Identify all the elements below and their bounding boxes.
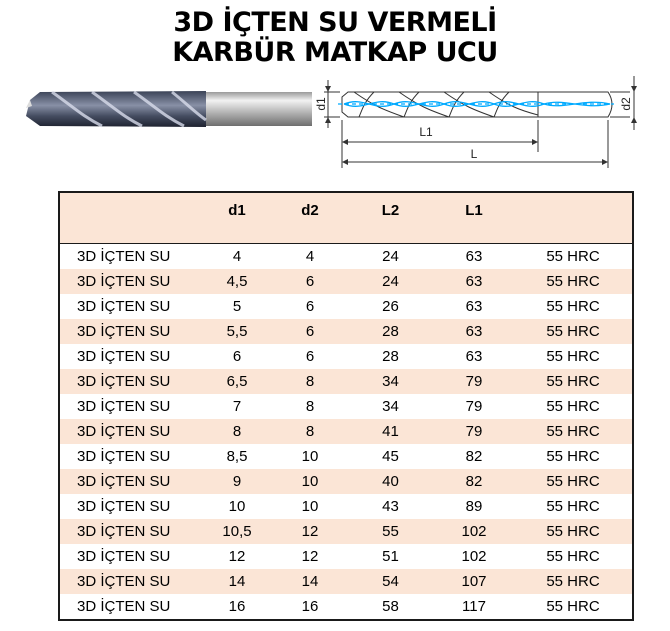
- cell-name: 3D İÇTEN SU: [59, 569, 201, 594]
- table-row: [59, 319, 633, 344]
- cell-hardness: 55 HRC: [546, 447, 600, 465]
- cell-name: 3D İÇTEN SU: [77, 497, 171, 515]
- cell-d1: 16: [228, 597, 246, 615]
- cell-d1: 8,5: [226, 447, 248, 465]
- drill-product-image: [22, 86, 322, 132]
- cell-L1: 117: [462, 597, 486, 615]
- cell-d2: 6: [273, 269, 347, 294]
- header-name: [59, 192, 201, 243]
- table-row: [59, 519, 633, 544]
- cell-L1: 63: [465, 297, 483, 315]
- cell-L1: 63: [434, 319, 514, 344]
- label-L1: L1: [419, 125, 433, 139]
- cell-d1: 6: [232, 347, 242, 365]
- cell-d1: 4,5: [201, 269, 273, 294]
- cell-hardness: 55 HRC: [514, 319, 633, 344]
- cell-d1: 12: [228, 547, 246, 565]
- cell-d2: 4: [305, 247, 315, 265]
- cell-d2: 8: [273, 419, 347, 444]
- cell-d1: 14: [201, 569, 273, 594]
- cell-d2: 10: [273, 469, 347, 494]
- cell-name: 3D İÇTEN SU: [59, 519, 201, 544]
- cell-L2: 26: [382, 297, 399, 315]
- cell-name: 3D İÇTEN SU: [77, 547, 171, 565]
- cell-L2: 34: [347, 369, 434, 394]
- cell-d2: 12: [273, 519, 347, 544]
- drill-technical-drawing: [314, 70, 644, 170]
- cell-L2: 34: [382, 397, 399, 415]
- cell-name: 3D İÇTEN SU: [59, 469, 201, 494]
- table-row: [59, 569, 633, 594]
- cell-L2: 54: [347, 569, 434, 594]
- table-row: [59, 243, 633, 269]
- table-row: [59, 269, 633, 294]
- cell-d2: 6: [305, 297, 315, 315]
- cell-d2: 12: [301, 547, 319, 565]
- cell-hardness: 55 HRC: [514, 419, 633, 444]
- label-d2: d2: [619, 97, 633, 111]
- label-d1: d1: [314, 97, 328, 111]
- drill-spec-table: [58, 191, 634, 621]
- cell-d2: 14: [273, 569, 347, 594]
- cell-name: 3D İÇTEN SU: [59, 369, 201, 394]
- cell-name: 3D İÇTEN SU: [77, 247, 171, 265]
- cell-name: 3D İÇTEN SU: [59, 269, 201, 294]
- cell-L1: 79: [434, 419, 514, 444]
- cell-hardness: 55 HRC: [514, 269, 633, 294]
- cell-L1: 82: [434, 469, 514, 494]
- cell-L2: 43: [382, 497, 399, 515]
- table-row: [59, 544, 633, 569]
- cell-L1: 79: [434, 369, 514, 394]
- label-L: L: [470, 147, 478, 161]
- cell-L2: 28: [347, 319, 434, 344]
- cell-d1: 6,5: [201, 369, 273, 394]
- cell-L1: 102: [434, 519, 514, 544]
- cell-d1: 5: [232, 297, 242, 315]
- cell-hardness: 55 HRC: [514, 569, 633, 594]
- header-d2: d2: [273, 192, 347, 243]
- cell-L2: 58: [382, 597, 399, 615]
- cell-hardness: 55 HRC: [546, 497, 600, 515]
- cell-hardness: 55 HRC: [546, 397, 600, 415]
- cell-hardness: 55 HRC: [546, 247, 600, 265]
- cell-d2: 10: [301, 447, 319, 465]
- cell-hardness: 55 HRC: [546, 597, 600, 615]
- cell-hardness: 55 HRC: [514, 469, 633, 494]
- cell-d1: 5,5: [201, 319, 273, 344]
- cell-L1: 63: [434, 269, 514, 294]
- cell-d2: 10: [301, 497, 319, 515]
- cell-L1: 63: [465, 247, 483, 265]
- table-row: [59, 419, 633, 444]
- cell-hardness: 55 HRC: [514, 369, 633, 394]
- page-title-line-1: 3D İÇTEN SU VERMELİ: [173, 7, 497, 38]
- cell-L1: 102: [461, 547, 487, 565]
- cell-hardness: 55 HRC: [546, 297, 600, 315]
- cell-d1: 10: [228, 497, 246, 515]
- cell-L2: 55: [347, 519, 434, 544]
- table-row: [59, 444, 633, 469]
- page-title-line-2: KARBÜR MATKAP UCU: [172, 37, 498, 68]
- cell-hardness: 55 HRC: [514, 519, 633, 544]
- cell-L1: 82: [465, 447, 483, 465]
- table-row: [59, 369, 633, 394]
- table-row: [59, 394, 633, 419]
- table-body: [59, 243, 633, 620]
- cell-d2: 16: [301, 597, 319, 615]
- header-L2: L2: [347, 192, 434, 243]
- cell-L1: 107: [434, 569, 514, 594]
- table-row: [59, 469, 633, 494]
- cell-L1: 63: [465, 347, 483, 365]
- cell-d1: 8: [201, 419, 273, 444]
- cell-name: 3D İÇTEN SU: [77, 597, 171, 615]
- cell-hardness: 55 HRC: [546, 547, 600, 565]
- cell-d1: 4: [232, 247, 242, 265]
- cell-hardness: 55 HRC: [546, 347, 600, 365]
- cell-d1: 10,5: [201, 519, 273, 544]
- cell-d2: 8: [305, 397, 315, 415]
- cell-L2: 51: [382, 547, 399, 565]
- cell-L2: 28: [382, 347, 399, 365]
- cell-L1: 79: [465, 397, 483, 415]
- table-row: [59, 594, 633, 620]
- cell-name: 3D İÇTEN SU: [77, 347, 171, 365]
- table-header-row: [59, 192, 633, 243]
- header-L1: L1: [434, 192, 514, 243]
- cell-d1: 7: [232, 397, 242, 415]
- header-hardness: [514, 192, 633, 243]
- cell-name: 3D İÇTEN SU: [77, 447, 171, 465]
- cell-L2: 40: [347, 469, 434, 494]
- table-row: [59, 344, 633, 369]
- header-d1: d1: [201, 192, 273, 243]
- cell-L2: 41: [347, 419, 434, 444]
- table-row: [59, 294, 633, 319]
- cell-name: 3D İÇTEN SU: [59, 319, 201, 344]
- cell-d2: 6: [273, 319, 347, 344]
- cell-name: 3D İÇTEN SU: [77, 397, 171, 415]
- cell-L2: 24: [347, 269, 434, 294]
- cell-d2: 6: [305, 347, 315, 365]
- cell-L2: 24: [382, 247, 399, 265]
- table-row: [59, 494, 633, 519]
- cell-L2: 45: [382, 447, 399, 465]
- cell-d1: 9: [201, 469, 273, 494]
- cell-L1: 89: [465, 497, 483, 515]
- cell-name: 3D İÇTEN SU: [77, 297, 171, 315]
- cell-name: 3D İÇTEN SU: [59, 419, 201, 444]
- cell-d2: 8: [273, 369, 347, 394]
